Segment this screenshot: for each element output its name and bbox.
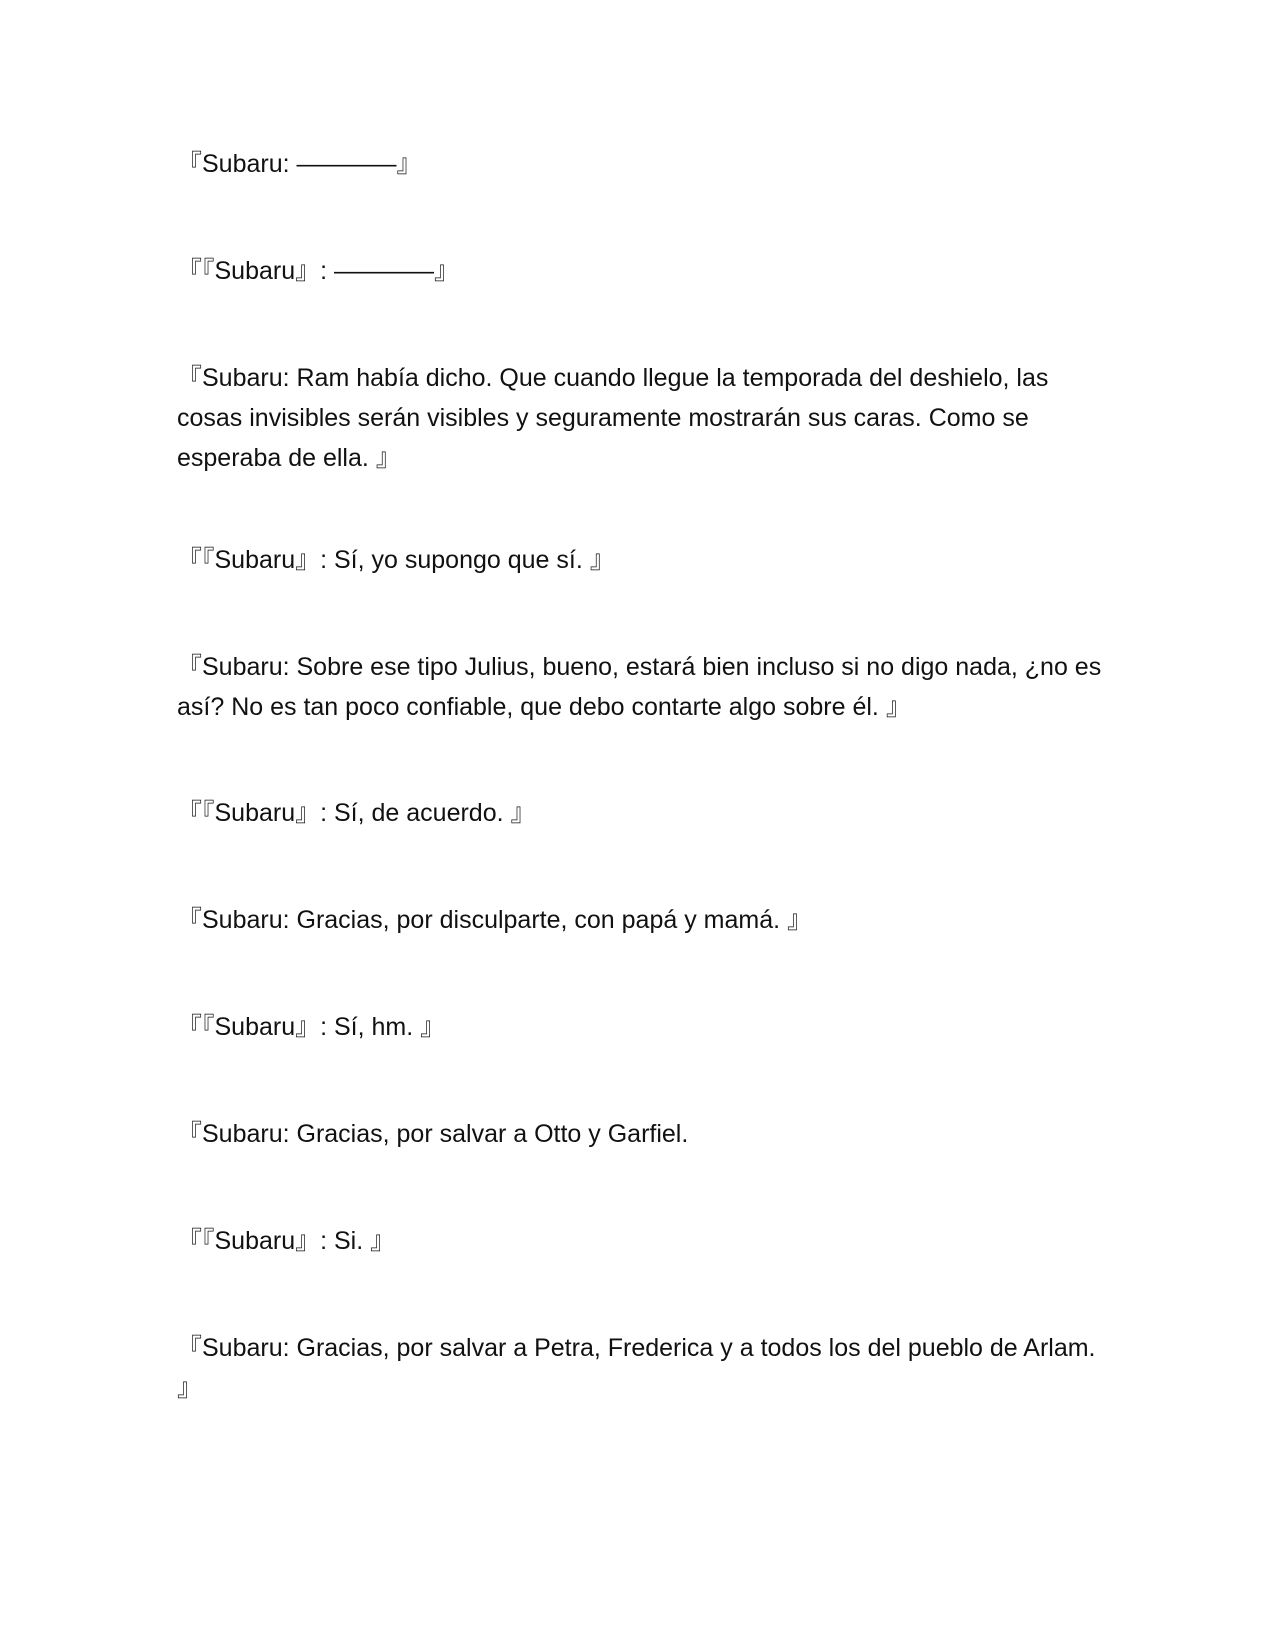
paragraph-9: 『Subaru: Gracias, por salvar a Otto y Garfiel. [177, 1120, 689, 1148]
paragraph-8: 『『Subaru』: Sí, hm. 』 [177, 1013, 446, 1041]
paragraph-2: 『『Subaru』: ————』 [177, 257, 460, 285]
paragraph-4: 『『Subaru』: Sí, yo supongo que sí. 』 [177, 546, 615, 574]
paragraph-5: 『Subaru: Sobre ese tipo Julius, bueno, estará bien incluso si no digo nada, ¿no es así? No es tan poco confiable, que debo contarte algo sobre él. 』 [177, 653, 1109, 721]
paragraph-3: 『Subaru: Ram había dicho. Que cuando llegue la temporada del deshielo, las cosas invisibles serán visibles y seguramente mostrarán sus caras. Como se esperaba de ella. 』 [177, 364, 1056, 472]
paragraph-6: 『『Subaru』: Sí, de acuerdo. 』 [177, 799, 536, 827]
paragraph-1: 『Subaru: ————』 [177, 150, 422, 178]
paragraph-11: 『Subaru: Gracias, por salvar a Petra, Frederica y a todos los del pueblo de Arlam. 』 [177, 1334, 1103, 1402]
paragraph-10: 『『Subaru』: Si. 』 [177, 1227, 396, 1255]
paragraph-7: 『Subaru: Gracias, por disculparte, con papá y mamá. 』 [177, 906, 813, 934]
